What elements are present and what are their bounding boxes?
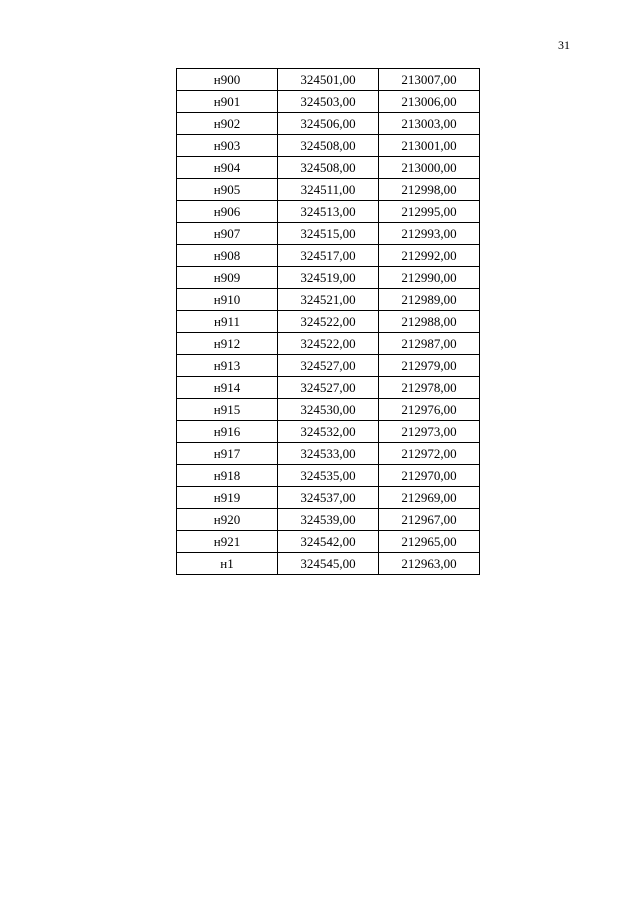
point-name-cell: н910 bbox=[177, 289, 278, 311]
table-row bbox=[177, 201, 480, 223]
point-name-cell: н907 bbox=[177, 223, 278, 245]
table-row bbox=[177, 465, 480, 487]
y-coordinate-cell: 212969,00 bbox=[379, 487, 480, 509]
point-name-cell: н909 bbox=[177, 267, 278, 289]
point-name-cell: н916 bbox=[177, 421, 278, 443]
point-name-cell: н902 bbox=[177, 113, 278, 135]
x-coordinate-cell: 324513,00 bbox=[278, 201, 379, 223]
y-coordinate-cell: 212988,00 bbox=[379, 311, 480, 333]
table-row bbox=[177, 69, 480, 91]
y-coordinate-cell: 212987,00 bbox=[379, 333, 480, 355]
point-name-cell: н904 bbox=[177, 157, 278, 179]
y-coordinate-cell: 213000,00 bbox=[379, 157, 480, 179]
x-coordinate-cell: 324542,00 bbox=[278, 531, 379, 553]
x-coordinate-cell: 324537,00 bbox=[278, 487, 379, 509]
table-row bbox=[177, 223, 480, 245]
table-row bbox=[177, 487, 480, 509]
y-coordinate-cell: 212965,00 bbox=[379, 531, 480, 553]
table-row bbox=[177, 267, 480, 289]
x-coordinate-cell: 324535,00 bbox=[278, 465, 379, 487]
table-row bbox=[177, 91, 480, 113]
x-coordinate-cell: 324522,00 bbox=[278, 333, 379, 355]
table-row bbox=[177, 531, 480, 553]
table-row bbox=[177, 135, 480, 157]
y-coordinate-cell: 213001,00 bbox=[379, 135, 480, 157]
point-name-cell: н915 bbox=[177, 399, 278, 421]
y-coordinate-cell: 212967,00 bbox=[379, 509, 480, 531]
x-coordinate-cell: 324532,00 bbox=[278, 421, 379, 443]
x-coordinate-cell: 324539,00 bbox=[278, 509, 379, 531]
x-coordinate-cell: 324521,00 bbox=[278, 289, 379, 311]
x-coordinate-cell: 324545,00 bbox=[278, 553, 379, 575]
point-name-cell: н918 bbox=[177, 465, 278, 487]
point-name-cell: н919 bbox=[177, 487, 278, 509]
y-coordinate-cell: 212993,00 bbox=[379, 223, 480, 245]
y-coordinate-cell: 212963,00 bbox=[379, 553, 480, 575]
table-row bbox=[177, 113, 480, 135]
x-coordinate-cell: 324508,00 bbox=[278, 135, 379, 157]
table-row bbox=[177, 245, 480, 267]
x-coordinate-cell: 324519,00 bbox=[278, 267, 379, 289]
y-coordinate-cell: 212973,00 bbox=[379, 421, 480, 443]
x-coordinate-cell: 324503,00 bbox=[278, 91, 379, 113]
table-row bbox=[177, 443, 480, 465]
table-row bbox=[177, 509, 480, 531]
y-coordinate-cell: 213006,00 bbox=[379, 91, 480, 113]
y-coordinate-cell: 213003,00 bbox=[379, 113, 480, 135]
x-coordinate-cell: 324533,00 bbox=[278, 443, 379, 465]
coordinates-table bbox=[176, 68, 480, 575]
x-coordinate-cell: 324515,00 bbox=[278, 223, 379, 245]
y-coordinate-cell: 212978,00 bbox=[379, 377, 480, 399]
coordinates-table-body bbox=[177, 69, 480, 575]
table-row bbox=[177, 421, 480, 443]
point-name-cell: н908 bbox=[177, 245, 278, 267]
x-coordinate-cell: 324522,00 bbox=[278, 311, 379, 333]
y-coordinate-cell: 212979,00 bbox=[379, 355, 480, 377]
table-row bbox=[177, 179, 480, 201]
point-name-cell: н912 bbox=[177, 333, 278, 355]
x-coordinate-cell: 324527,00 bbox=[278, 377, 379, 399]
y-coordinate-cell: 212989,00 bbox=[379, 289, 480, 311]
x-coordinate-cell: 324506,00 bbox=[278, 113, 379, 135]
point-name-cell: н901 bbox=[177, 91, 278, 113]
y-coordinate-cell: 212992,00 bbox=[379, 245, 480, 267]
y-coordinate-cell: 212998,00 bbox=[379, 179, 480, 201]
table-row bbox=[177, 157, 480, 179]
point-name-cell: н911 bbox=[177, 311, 278, 333]
point-name-cell: н913 bbox=[177, 355, 278, 377]
point-name-cell: н906 bbox=[177, 201, 278, 223]
point-name-cell: н921 bbox=[177, 531, 278, 553]
y-coordinate-cell: 212972,00 bbox=[379, 443, 480, 465]
table-row bbox=[177, 377, 480, 399]
point-name-cell: н905 bbox=[177, 179, 278, 201]
y-coordinate-cell: 213007,00 bbox=[379, 69, 480, 91]
point-name-cell: н1 bbox=[177, 553, 278, 575]
y-coordinate-cell: 212976,00 bbox=[379, 399, 480, 421]
point-name-cell: н903 bbox=[177, 135, 278, 157]
table-row bbox=[177, 289, 480, 311]
point-name-cell: н914 bbox=[177, 377, 278, 399]
y-coordinate-cell: 212990,00 bbox=[379, 267, 480, 289]
x-coordinate-cell: 324511,00 bbox=[278, 179, 379, 201]
table-row bbox=[177, 553, 480, 575]
y-coordinate-cell: 212995,00 bbox=[379, 201, 480, 223]
table-row bbox=[177, 355, 480, 377]
point-name-cell: н917 bbox=[177, 443, 278, 465]
x-coordinate-cell: 324530,00 bbox=[278, 399, 379, 421]
point-name-cell: н920 bbox=[177, 509, 278, 531]
x-coordinate-cell: 324508,00 bbox=[278, 157, 379, 179]
y-coordinate-cell: 212970,00 bbox=[379, 465, 480, 487]
table-row bbox=[177, 333, 480, 355]
table-row bbox=[177, 399, 480, 421]
table-row bbox=[177, 311, 480, 333]
page-number: 31 bbox=[558, 38, 570, 52]
x-coordinate-cell: 324501,00 bbox=[278, 69, 379, 91]
x-coordinate-cell: 324527,00 bbox=[278, 355, 379, 377]
point-name-cell: н900 bbox=[177, 69, 278, 91]
x-coordinate-cell: 324517,00 bbox=[278, 245, 379, 267]
